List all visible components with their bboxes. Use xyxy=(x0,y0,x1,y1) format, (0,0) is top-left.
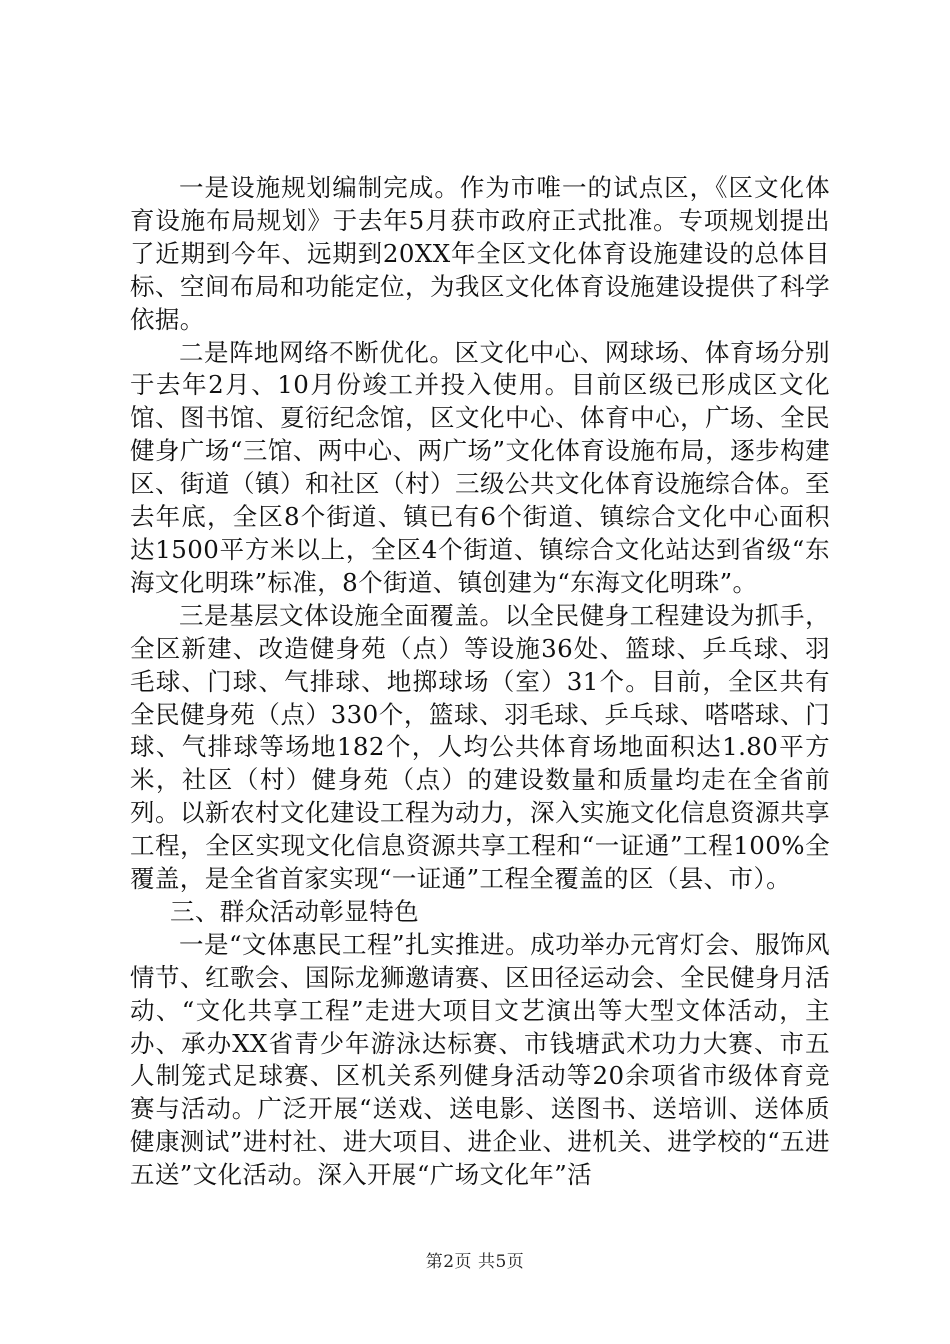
paragraph-network-optimization: 二是阵地网络不断优化。区文化中心、网球场、体育场分别于去年2月、10月份竣工并投入使用。目前区级已形成区文化馆、图书馆、夏衍纪念馆，区文化中心、体育中心，广场、全民健身广场“三馆、两中心、两广场”文化体育设施布局，逐步构建区、街道（镇）和社区（村）三级公共文化体育设施综合体。至去年底，全区8个街道、镇已有6个街道、镇综合文化中心面积达1500平方米以上，全区4个街道、镇综合文化站达到省级“东海文化明珠”标准，8个街道、镇创建为“东海文化明珠”。 xyxy=(130,337,830,597)
paragraph-facility-planning: 一是设施规划编制完成。作为市唯一的试点区，《区文化体育设施布局规划》于去年5月获市政府正式批准。专项规划提出了近期到今年、远期到20XX年全区文化体育设施建设的总体目标、空间布局和功能定位，为我区文化体育设施建设提供了科学依据。 xyxy=(130,173,830,334)
paragraph-cultural-benefit-project: 一是“文体惠民工程”扎实推进。成功举办元宵灯会、服饰风情节、红歌会、国际龙狮邀请赛、区田径运动会、全民健身月活动、“文化共享工程”走进大项目文艺演出等大型文体活动，主办、承办XX省青少年游泳达标赛、市钱塘武术功力大赛、市五人制笼式足球赛、区机关系列健身活动等20余项省市级体育竞赛与活动。广泛开展“送戏、送电影、送图书、送培训、送体质健康测试”进村社、进大项目、进企业、进机关、进学校的“五进五送”文化活动。深入开展“广场文化年”活 xyxy=(130,929,830,1190)
paragraph-grassroots-facilities: 三是基层文体设施全面覆盖。以全民健身工程建设为抓手，全区新建、改造健身苑（点）等设施36处、篮球、乒乓球、羽毛球、门球、气排球、地掷球场（室）31个。目前，全区共有全民健身苑（点）330个，篮球、羽毛球、乒乓球、嗒嗒球、门球、气排球等场地182个，人均公共体育场地面积达1.80平方米，社区（村）健身苑（点）的建设数量和质量均走在全省前列。以新农村文化建设工程为动力，深入实施文化信息资源共享工程，全区实现文化信息资源共享工程和“一证通”工程100%全覆盖，是全省首家实现“一证通”工程全覆盖的区（县、市）。 xyxy=(130,600,830,894)
document-body xyxy=(130,172,830,1192)
page-number-footer: 第2页 共5页 xyxy=(425,1252,525,1272)
section-heading: 三、群众活动彰显特色 xyxy=(170,896,419,926)
